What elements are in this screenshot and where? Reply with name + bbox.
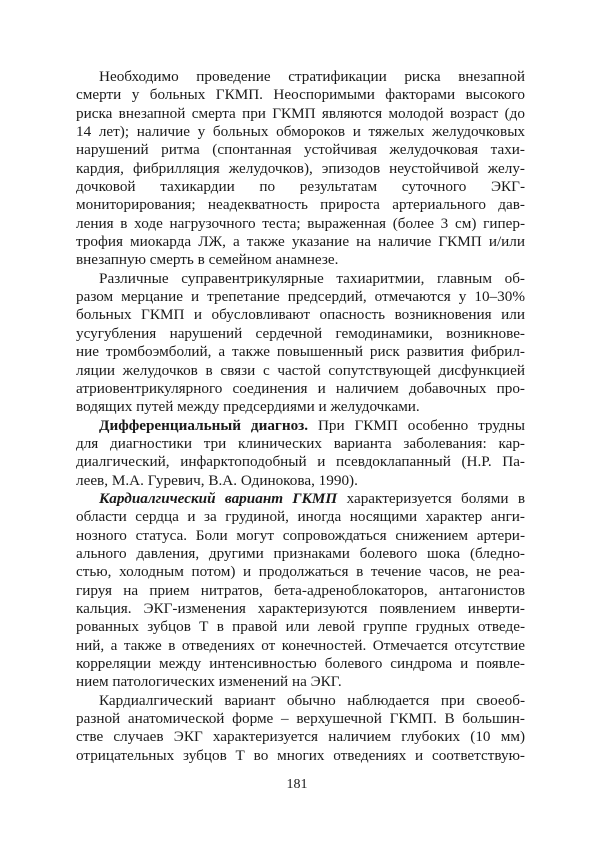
- text-line: [76, 362, 525, 380]
- line-text: рованных зубцов Т в правой или левой группе грудных отведе-: [76, 618, 525, 636]
- text-line: [76, 398, 525, 416]
- line-text: корреляции между интенсивностью болевого синдрома и появле-: [76, 655, 525, 672]
- text-line: [76, 673, 525, 691]
- line-text: нозного статуса. Боли могут сопровождаться снижением артери-: [76, 526, 525, 544]
- text-line: [76, 637, 525, 655]
- text-line: [76, 233, 525, 251]
- line-text: диалгический, инфарктоподобный и псевдоклапанный (Н.Р. Па-: [76, 453, 525, 471]
- text-line: [76, 545, 525, 563]
- line-text: усугубления нарушений сердечной гемодинамики, возникнове-: [76, 324, 525, 342]
- text-line: [76, 527, 525, 545]
- page-number: 181: [286, 777, 308, 792]
- line-text: разной анатомической форме – верхушечной ГКМП. В большин-: [76, 710, 525, 728]
- text-line: [76, 343, 525, 361]
- text-line: [76, 196, 525, 214]
- line-text: Различные суправентрикулярные тахиаритмии, главным об-: [99, 269, 525, 287]
- line-text: стве случаев ЭКГ характеризуется наличием глубоких (10 мм): [76, 728, 525, 746]
- line-text: ления в ходе нагрузочного теста; выраженная (более 3 см) гипер-: [76, 214, 525, 232]
- line-text: стью, холодным потом) и продолжаться в течение часов, не реа-: [76, 563, 525, 581]
- line-text: ний, а также в отведениях от конечностей. Отмечается отсутствие: [76, 636, 525, 654]
- text-line: [76, 435, 525, 453]
- text-line: [76, 86, 525, 104]
- line-text: для диагностики три клинических варианта заболевания: кар-: [76, 434, 525, 452]
- line-text: атриовентрикулярного соединения и наличием добавочных про-: [76, 379, 525, 397]
- text-line: [76, 105, 525, 123]
- text-line: [76, 747, 525, 765]
- text-line: [76, 655, 525, 673]
- page-body: [76, 68, 525, 765]
- inline-heading: Дифференциальный диагноз.: [99, 416, 309, 434]
- text-line: [76, 563, 525, 581]
- line-text: Необходимо проведение стратификации риска внезапной: [99, 68, 525, 85]
- line-text: кардия, фибрилляция желудочков), эпизодов неустойчивой желу-: [76, 159, 525, 177]
- line-text: При ГКМП особенно трудны: [308, 416, 525, 434]
- text-line: [76, 417, 525, 435]
- text-line: [76, 453, 525, 471]
- line-text: ального давления, другими признаками болевого шока (бледно-: [76, 544, 525, 562]
- text-line: [76, 618, 525, 636]
- text-line: [76, 270, 525, 288]
- line-text: смерти у больных ГКМП. Неоспоримыми факторами высокого: [76, 86, 525, 104]
- text-line: [76, 508, 525, 526]
- line-text: характеризуется болями в: [337, 489, 525, 507]
- text-line: [76, 251, 525, 269]
- line-text: разом мерцание и трепетание предсердий, отмечаются у 10–30%: [76, 288, 525, 306]
- line-text: водящих путей между предсердиями и желудочками.: [76, 398, 420, 416]
- line-text: нарушений ритма (спонтанная устойчивая желудочковая тахи-: [76, 141, 525, 159]
- text-line: [76, 123, 525, 141]
- text-line: [76, 472, 525, 490]
- text-line: [76, 728, 525, 746]
- text-line: [76, 288, 525, 306]
- text-line: [76, 692, 525, 710]
- line-text: отрицательных зубцов Т во многих отведениях и соответствую-: [76, 746, 525, 764]
- text-line: [76, 490, 525, 508]
- line-text: кальция. ЭКГ-изменения характеризуются появлением инверти-: [76, 599, 525, 617]
- text-line: [76, 178, 525, 196]
- inline-heading-italic: Кардиалгический вариант ГКМП: [99, 489, 338, 507]
- text-line: [76, 215, 525, 233]
- line-text: ляции желудочков в связи с частой сопутствующей дисфункцией: [76, 361, 525, 379]
- text-line: [76, 600, 525, 618]
- line-text: внезапную смерть в семейном анамнезе.: [76, 251, 339, 269]
- text-line: [76, 710, 525, 728]
- text-line: [76, 68, 525, 86]
- line-text: больных ГКМП и обусловливают опасность возникновения или: [76, 306, 525, 324]
- text-line: [76, 582, 525, 600]
- text-line: [76, 380, 525, 398]
- line-text: Кардиалгический вариант обычно наблюдается при своеоб-: [99, 691, 525, 709]
- text-line: [76, 325, 525, 343]
- line-text: трофия миокарда ЛЖ, а также указание на наличие ГКМП и/или: [76, 233, 525, 251]
- line-text: 14 лет); наличие у больных обмороков и тяжелых желудочковых: [76, 123, 525, 141]
- line-text: гируя на прием нитратов, бета-адреноблокаторов, антагонистов: [76, 581, 525, 599]
- line-text: области сердца и за грудиной, иногда носящими характер анги-: [76, 508, 525, 526]
- line-text: риска внезапной смерта при ГКМП являются молодой возраст (до: [76, 104, 525, 122]
- text-line: [76, 141, 525, 159]
- line-text: ние тромбоэмболий, а также повышенный риск развития фибрил-: [76, 343, 525, 361]
- text-line: [76, 160, 525, 178]
- text-line: [76, 306, 525, 324]
- line-text: леев, М.А. Гуревич, В.А. Одинокова, 1990).: [76, 471, 358, 489]
- line-text: мониторирования; неадекватность прироста артериального дав-: [76, 196, 525, 214]
- line-text: нием патологических изменений на ЭКГ.: [76, 673, 342, 691]
- line-text: дочковой тахикардии по результатам суточного ЭКГ-: [76, 178, 525, 196]
